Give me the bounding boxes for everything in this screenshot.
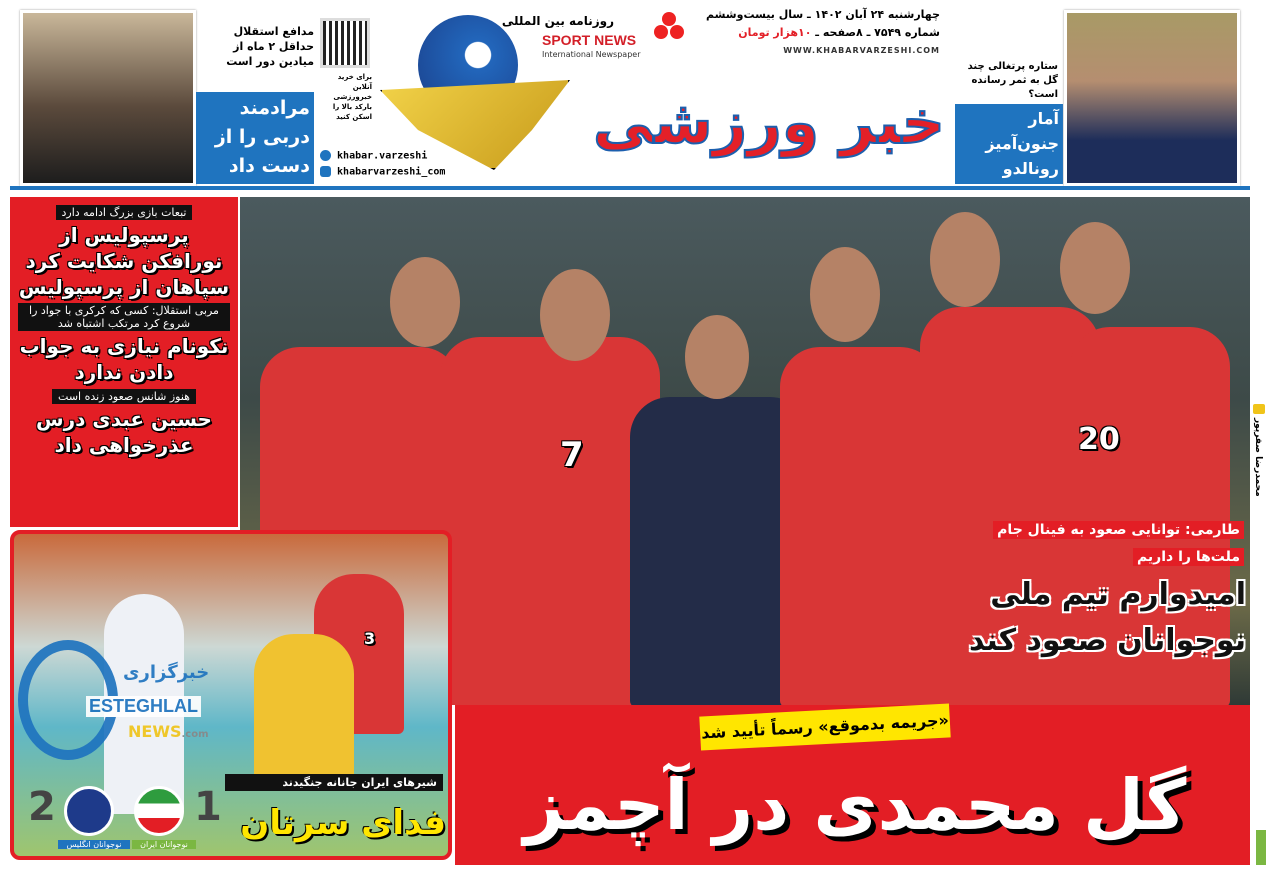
- issue-number: شماره ۷۵۴۹ ـ ۸صفحه ـ: [815, 26, 940, 39]
- intl-sub: International Newspaper: [542, 50, 641, 59]
- intl-label-en: [542, 32, 636, 48]
- photo-credit-bar: [1250, 197, 1268, 862]
- website[interactable]: WWW.KHABARVARZESHI.COM: [783, 46, 940, 55]
- score-iran: 1: [194, 784, 222, 830]
- player-head: [810, 247, 880, 342]
- esteghlal-news-watermark: [18, 640, 228, 765]
- player-figure: [440, 337, 660, 705]
- date-line: چهارشنبه ۲۴ آبان ۱۴۰۲ ـ سال بیست‌وششم: [705, 8, 940, 21]
- sport-news-text: SPORT NEWS: [542, 32, 637, 48]
- green-accent: [1256, 830, 1266, 865]
- top-right-photo: [1064, 10, 1240, 186]
- left-item-1-kicker: تبعات بازی بزرگ ادامه دارد: [56, 205, 193, 220]
- left-item-2-kicker: مربی استقلال: کسی که کرکری با جواد را شروع کرد مرتکب اشتباه شد: [18, 303, 230, 331]
- main-headline[interactable]: گل محمدی در آچمز: [523, 764, 1187, 846]
- watermark-fa: خبرگزاری: [123, 662, 210, 683]
- top-left-headline[interactable]: مرادمند دربی را از دست داد: [196, 92, 314, 184]
- main-headline-kicker: «جریمه بدموقع» رسماً تأیید شد: [699, 703, 950, 750]
- main-photo-headline[interactable]: امیدوارم تیم ملی نوجوانان صعود کند: [969, 577, 1246, 658]
- instagram-handle[interactable]: [320, 166, 445, 178]
- jersey-number: 7: [560, 435, 584, 475]
- issue-line: [690, 26, 940, 39]
- top-left-kicker: مدافع استقلال حداقل ۲ ماه از میادین دور است: [226, 25, 314, 68]
- camera-icon: [1253, 404, 1265, 414]
- scoreboard: [22, 770, 222, 856]
- player-head: [930, 212, 1000, 307]
- left-item-3-headline[interactable]: حسین عبدی درس عذرخواهی داد: [36, 407, 212, 457]
- iran-flag-icon: [134, 786, 184, 836]
- team-iran: نوجوانان ایران: [132, 840, 196, 849]
- left-item-3-kicker: هنوز شانس صعود زنده است: [52, 389, 196, 404]
- u17-headline[interactable]: فدای سرتان: [240, 803, 446, 843]
- left-item-1-headline[interactable]: پرسپولیس از نورافکن شکایت کرد سپاهان از پرسپولیس: [18, 223, 230, 299]
- main-photo-kicker-text: طارمی: توانایی صعود به فینال جام ملت‌ها را داریم: [993, 521, 1244, 566]
- instagram-icon: [320, 166, 331, 177]
- player-head: [540, 269, 610, 361]
- masthead-logo: خبر ورزشی: [592, 88, 945, 158]
- goalkeeper: [254, 634, 354, 784]
- telegram-icon: [320, 150, 331, 161]
- watermark-news-text: NEWS: [128, 722, 182, 741]
- top-right-headline[interactable]: آمار جنون‌آمیز رونالدو: [955, 104, 1063, 184]
- player-head: [1060, 222, 1130, 314]
- qr-caption: برای خرید آنلاین خبرورزشی بارکد بالا را اسکن کنید: [332, 73, 372, 121]
- left-item-2-headline[interactable]: نکونام نیازی به جواب دادن ندارد: [19, 334, 229, 384]
- qr-code: [320, 18, 370, 68]
- top-right-kicker: ستاره پرتغالی چند گل به ثمر رسانده است؟: [967, 61, 1058, 100]
- watermark-en: ESTEGHLAL: [86, 696, 201, 717]
- jersey-number: 20: [1078, 422, 1120, 457]
- brand-dots: [650, 12, 690, 46]
- watermark-news: [128, 722, 209, 741]
- intl-label-fa: روزنامه بین المللی: [501, 14, 614, 28]
- team-england: نوجوانان انگلیس: [58, 840, 130, 849]
- left-news-column: [10, 197, 238, 527]
- main-photo-kicker: [980, 516, 1244, 570]
- u17-kicker: شیرهای ایران جانانه جنگیدند: [225, 774, 443, 791]
- coach-head: [685, 315, 749, 399]
- player-head: [390, 257, 460, 347]
- price: ۱۰هزار تومان: [738, 26, 812, 39]
- score-england: 2: [28, 784, 56, 830]
- header-divider: [10, 186, 1250, 190]
- england-flag-icon: [64, 786, 114, 836]
- instagram-text: khabarvarzeshi_com: [337, 166, 446, 178]
- watermark-com: .com: [181, 729, 209, 740]
- top-left-photo: [20, 10, 196, 186]
- telegram-handle[interactable]: [320, 150, 427, 162]
- telegram-text: khabar.varzeshi: [337, 150, 428, 162]
- jersey-number: 3: [364, 629, 376, 648]
- photo-credit: محمدرضا صفرپور: [1253, 418, 1263, 497]
